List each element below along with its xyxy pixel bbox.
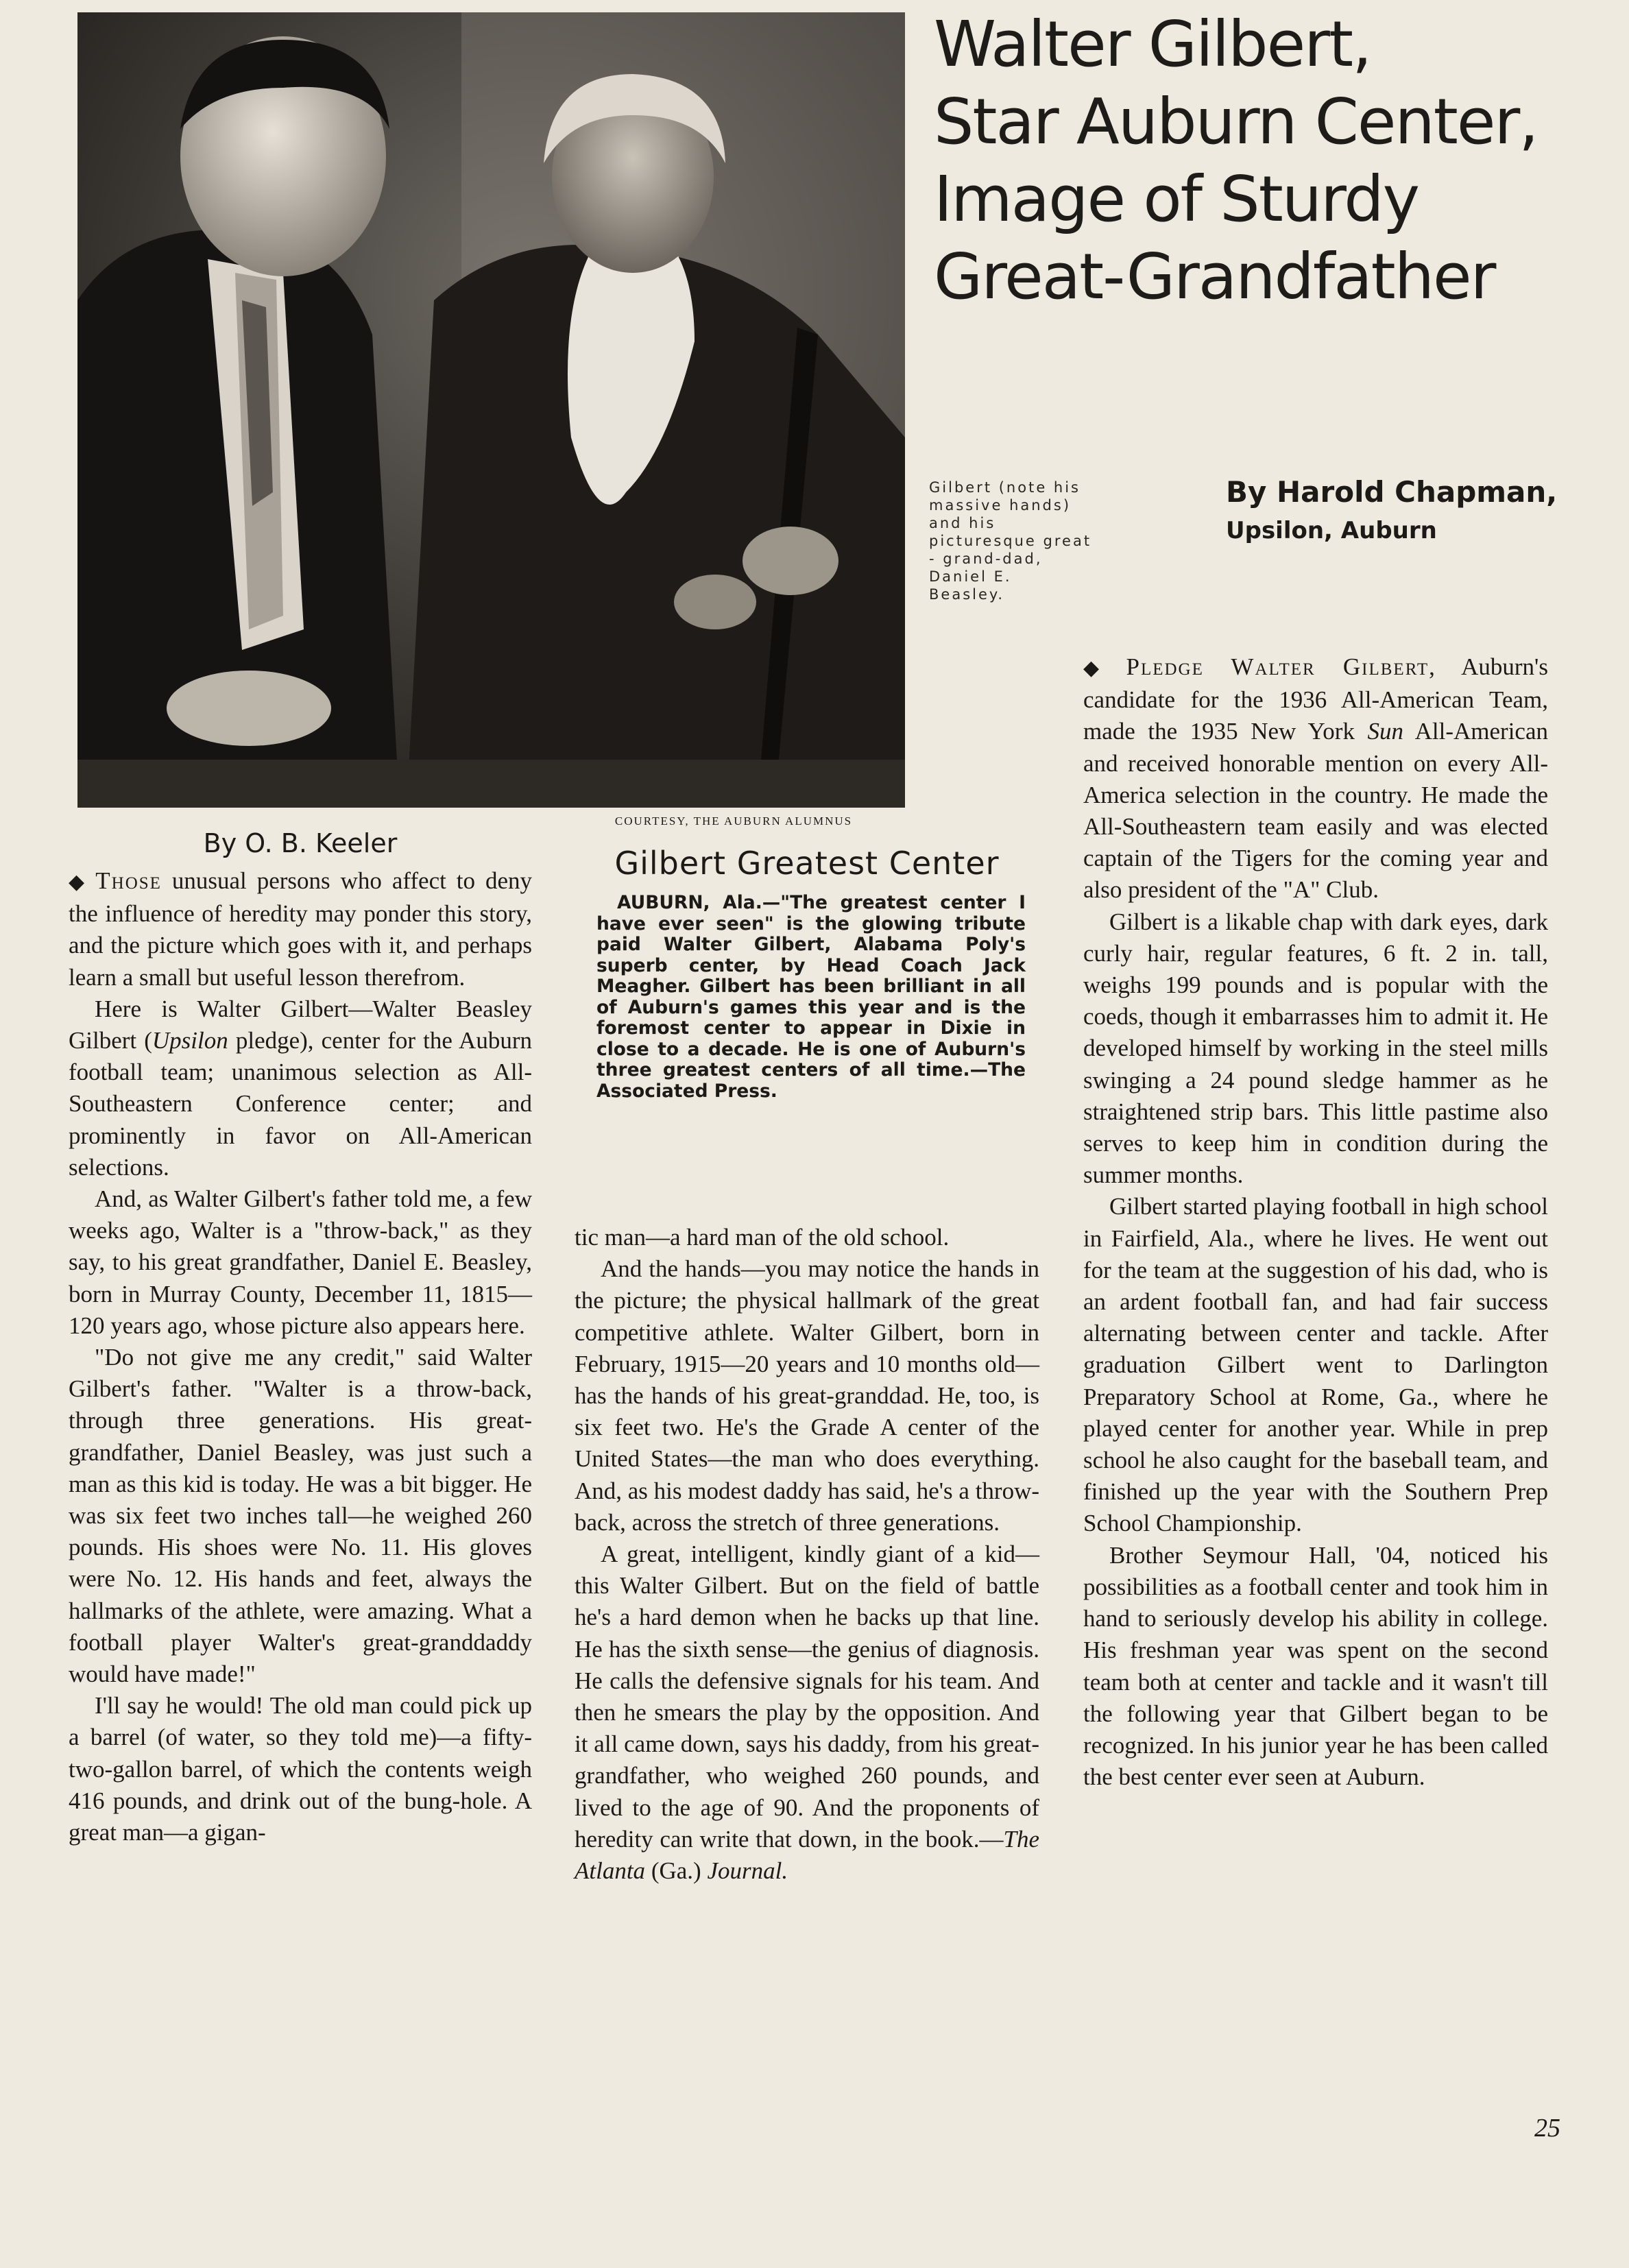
newspaper-name: The Atlanta: [575, 1825, 1039, 1885]
diamond-bullet-icon: ◆: [69, 871, 89, 893]
ap-box-body: AUBURN, Ala.—"The greatest center I have ever seen" is the glowing tribute paid Walter Gilbert, Alabama Poly's superb center, by Head Coach Jack Meagher. Gilbert has been brilliant in all of Auburn's games this year and is the foremost center to appear in Dixie in close to a decade. He is one of Auburn's three greatest centers of all time.—The Associated Press.: [596, 892, 1026, 1102]
paragraph: [575, 1539, 1039, 1887]
headline-line: Image of Sturdy: [934, 162, 1419, 236]
paragraph: Gilbert started playing football in high school in Fairfield, Ala., where he lives. He went out for the team at the suggestion of his dad, who is an ardent football fan, and had fair success alternating between center and tackle. After graduation Gilbert went to Darlington Preparatory School at Rome, Ga., where he played center for another year. While in prep school he also caught for the baseball team, and finished up the year with the Southern Prep School Championship.: [1083, 1193, 1548, 1537]
photo-caption: Gilbert (note his massive hands) and his picturesque great - grand-dad, Daniel E. Beasley.: [929, 479, 1092, 603]
article-column-1: [69, 865, 532, 1848]
byline-keeler: By O. B. Keeler: [203, 828, 398, 858]
lead-word: Those: [95, 867, 162, 894]
headline-line: Walter Gilbert,: [934, 8, 1371, 81]
portrait-photo: [77, 12, 905, 808]
paragraph-text: Auburn's candidate for the 1936 All-American Team, made the 1935 New York: [1083, 653, 1548, 745]
paragraph-text: pledge), center for the Auburn football team; unanimous selection as All-Southeastern Conference center; and prominently in favor on All-American selections.: [69, 1027, 532, 1181]
diamond-bullet-icon: ◆: [1083, 657, 1120, 679]
lead-words: Pledge Walter Gilbert,: [1126, 653, 1436, 680]
paragraph-text: (Ga.): [645, 1857, 708, 1885]
paragraph-text: Here is Walter Gilbert—Walter Beasley Gilbert (: [69, 995, 532, 1054]
paragraph: [69, 865, 532, 993]
author-name: By Harold Chapman,: [1226, 475, 1558, 509]
headline-line: Great-Grandfather: [934, 240, 1495, 313]
paragraph-text: All-American and received honorable mention on every All-America selection in the country. He made the All-Southeastern team easily and was elected captain of the Tigers for the coming year and also president of the "A" Club.: [1083, 718, 1548, 904]
emphasis: Upsilon: [152, 1027, 228, 1054]
paragraph: I'll say he would! The old man could pick up a barrel (of water, so they told me)—a fifty-two-gallon barrel, of which the contents weigh 416 pounds, and drink out of the bung-hole. A great man—a gigan-: [69, 1692, 532, 1846]
page-number: 25: [1534, 2114, 1560, 2143]
paragraph: tic man—a hard man of the old school.: [575, 1224, 950, 1251]
newspaper-name: Journal.: [707, 1857, 788, 1885]
paragraph-text: unusual persons who affect to deny the influence of heredity may ponder this story, and the picture which goes with it, and perhaps learn a small but useful lesson therefrom.: [69, 867, 532, 991]
paragraph: Gilbert is a likable chap with dark eyes, dark curly hair, regular features, 6 ft. 2 in. tall, weighs 199 pounds and is popular with the coeds, though it embarrasses him to admit it. He developed himself by working in the steel mills swinging a 24 pound sledge hammer as he straightened strip bars. This little pastime also serves to keep him in condition during the summer months.: [1083, 908, 1548, 1189]
paragraph-text: A great, intelligent, kindly giant of a kid—this Walter Gilbert. But on the field of battle he's a hard demon when he backs up that line. He has the sixth sense—the genius of diagnosis. He calls the defensive signals for his team. And then he smears the play by the opposition. And it all came down, says his daddy, from his great-grandfather, who weighed 260 pounds, and lived to the age of 90. And the proponents of heredity can write that down, in the book.—: [575, 1541, 1039, 1853]
author-affiliation: Upsilon, Auburn: [1226, 517, 1437, 544]
photo-credit: COURTESY, THE AUBURN ALUMNUS: [614, 815, 853, 828]
photo-illustration: [77, 12, 905, 808]
article-column-2: [575, 1222, 1039, 1887]
article-column-3: [1083, 651, 1548, 1793]
headline: [934, 5, 1592, 315]
headline-line: Star Auburn Center,: [934, 85, 1538, 158]
ap-box-title: Gilbert Greatest Center: [614, 845, 1000, 882]
paragraph: [69, 993, 532, 1183]
paragraph: "Do not give me any credit," said Walter Gilbert's father. "Walter is a throw-back, through three generations. His great-grandfather, Daniel Beasley, was just such a man as this kid is today. He was a bit bigger. He was six feet two inches tall—he weighed 260 pounds. His shoes were No. 11. His gloves were No. 12. His hands and feet, always the hallmarks of the athlete, were amazing. What a football player Walter's great-granddaddy would have made!": [69, 1344, 532, 1688]
paragraph: Brother Seymour Hall, '04, noticed his possibilities as a football center and took him in hand to seriously develop his ability in college. His freshman year was spent on the second team both at center and tackle and it wasn't till the following year that Gilbert began to be recognized. In his junior year he has been called the best center ever seen at Auburn.: [1083, 1541, 1548, 1791]
paragraph: And the hands—you may notice the hands in the picture; the physical hallmark of the great competitive athlete. Walter Gilbert, born in February, 1915—20 years and 10 months old—has the hands of his great-granddad. He, too, is six feet two. He's the Grade A center of the United States—the man who does everything. And, as his modest daddy has said, he's a throw-back, across the stretch of three generations.: [575, 1255, 1040, 1536]
newspaper-name: Sun: [1367, 718, 1404, 745]
paragraph: And, as Walter Gilbert's father told me, a few weeks ago, Walter is a "throw-back," as they say, to his great grandfather, Daniel E. Beasley, born in Murray County, December 11, 1815—120 years ago, whose picture also appears here.: [69, 1185, 532, 1339]
byline-chapman: [1226, 473, 1596, 548]
paragraph: [1083, 651, 1548, 906]
